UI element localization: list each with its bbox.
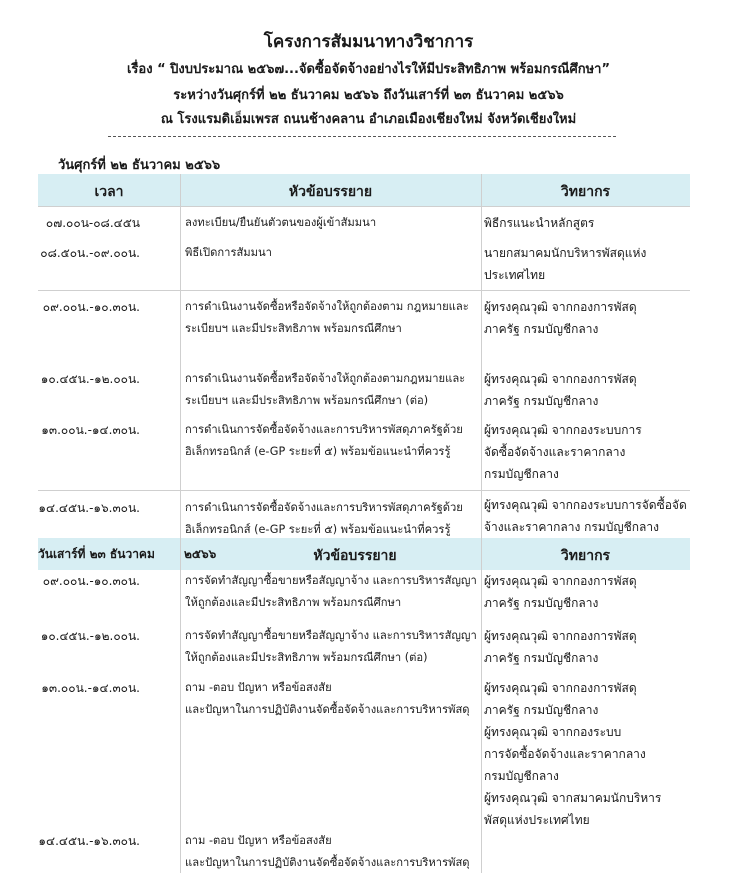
time-cell: ๑๓.๐๐น.-๑๔.๓๐น.: [41, 423, 140, 437]
topic-cell: [185, 368, 477, 412]
speaker-line: ผู้ทรงคุณวุฒิ จากกองการพัสดุ: [484, 300, 637, 314]
topic-cell: [185, 570, 477, 614]
seminar-subject: เรื่อง “ ปิงบประมาณ ๒๕๖๗...จัดซื้อจัดจ้างอย่างไรให้มีประสิทธิภาพ พร้อมกรณีศึกษา”: [126, 62, 611, 77]
topic-line: ถาม -ตอบ ปัญหา หรือข้อสงสัย: [185, 834, 332, 847]
speaker-line: ภาครัฐ กรมบัญชีกลาง: [484, 394, 599, 408]
time-cell: ๐๘.๕๐น.-๐๙.๐๐น.: [40, 246, 140, 260]
day2-year: ๒๕๖๖: [184, 547, 217, 561]
time-cell: ๐๙.๐๐น.-๑๐.๓๐น.: [42, 574, 140, 588]
time-cell: ๑๐.๔๕น.-๑๒.๐๐น.: [40, 629, 140, 643]
speaker-cell: [484, 368, 684, 412]
row-divider: [38, 206, 690, 207]
speaker-cell: [484, 570, 684, 614]
time-cell: ๑๓.๐๐น.-๑๔.๓๐น.: [41, 681, 140, 695]
topic-line: การดำเนินงานจัดซื้อหรือจัดจ้างให้ถูกต้องตาม กฎหมายและ: [185, 300, 469, 313]
day2-label: วันเสาร์ที่ ๒๓ ธันวาคม: [38, 547, 155, 561]
speaker-line: ผู้ทรงคุณวุฒิ จากกองระบบการ: [484, 423, 642, 437]
speaker-line: กรมบัญชีกลาง: [484, 467, 559, 481]
column-divider: [180, 174, 181, 873]
speaker-line: ประเทศไทย: [484, 268, 546, 282]
speaker-line: นายกสมาคมนักบริหารพัสดุแห่ง: [484, 246, 647, 260]
topic-cell: [185, 419, 477, 463]
speaker-line: ภาครัฐ กรมบัญชีกลาง: [484, 651, 599, 665]
topic-line: ให้ถูกต้องและมีประสิทธิภาพ พร้อมกรณีศึกษา (ต่อ): [185, 651, 428, 664]
topic-line: การจัดทำสัญญาซื้อขายหรือสัญญาจ้าง และการบริหารสัญญา: [185, 574, 477, 587]
speaker-cell: [484, 242, 684, 286]
col-header-topic: หัวข้อบรรยาย: [288, 184, 373, 200]
day2-col-header-speaker: วิทยากร: [560, 548, 611, 564]
seminar-dates: ระหว่างวันศุกร์ที่ ๒๒ ธันวาคม ๒๕๖๖ ถึงวันเสาร์ที่ ๒๓ ธันวาคม ๒๕๖๖: [173, 88, 564, 103]
speaker-line: ภาครัฐ กรมบัญชีกลาง: [484, 596, 599, 610]
day1-label: วันศุกร์ที่ ๒๒ ธันวาคม ๒๕๖๖: [58, 158, 221, 173]
speaker-line: ผู้ทรงคุณวุฒิ จากกองการพัสดุ: [484, 372, 637, 386]
speaker-line: พิธีกรแนะนำหลักสูตร: [484, 216, 595, 230]
speaker-line: ผู้ทรงคุณวุฒิ จากกองระบบการจัดซื้อจัด: [484, 498, 687, 512]
day2-col-header-topic: หัวข้อบรรยาย: [313, 548, 397, 564]
time-cell: ๐๙.๐๐น.-๑๐.๓๐น.: [42, 300, 140, 314]
topic-line: การจัดทำสัญญาซื้อขายหรือสัญญาจ้าง และการบริหารสัญญา: [185, 629, 477, 642]
speaker-cell: [484, 419, 684, 485]
program-title: โครงการสัมมนาทางวิชาการ: [263, 32, 474, 52]
topic-cell: [185, 497, 477, 541]
speaker-line: พัสดุแห่งประเทศไทย: [484, 813, 590, 827]
topic-cell: [185, 677, 477, 721]
speaker-line: ผู้ทรงคุณวุฒิ จากกองการพัสดุ: [484, 629, 637, 643]
topic-line: การดำเนินการจัดซื้อจัดจ้างและการบริหารพัสดุภาครัฐด้วย: [185, 501, 463, 514]
speaker-cell: [484, 494, 687, 538]
speaker-line: ผู้ทรงคุณวุฒิ จากสมาคมนักบริหาร: [484, 791, 662, 805]
speaker-line: การจัดซื้อจัดจ้างและราคากลาง: [484, 747, 646, 761]
topic-line: ถาม -ตอบ ปัญหา หรือข้อสงสัย: [185, 681, 332, 694]
speaker-line: ผู้ทรงคุณวุฒิ จากกองระบบ: [484, 725, 622, 739]
col-header-speaker: วิทยากร: [560, 184, 611, 200]
topic-line: ระเบียบฯ และมีประสิทธิภาพ พร้อมกรณีศึกษา (ต่อ): [185, 394, 429, 407]
topic-line: การดำเนินการจัดซื้อจัดจ้างและการบริหารพัสดุภาครัฐด้วย: [185, 423, 463, 436]
time-cell: ๑๐.๔๕น.-๑๒.๐๐น.: [40, 372, 140, 386]
topic-line: พิธีเปิดการสัมมนา: [185, 246, 272, 259]
row-divider: [38, 490, 690, 491]
topic-line: ลงทะเบียน/ยืนยันตัวตนของผู้เข้าสัมมนา: [185, 216, 377, 229]
topic-line: ระเบียบฯ และมีประสิทธิภาพ พร้อมกรณีศึกษา: [185, 322, 402, 335]
speaker-line: จ้างและราคากลาง กรมบัญชีกลาง: [484, 520, 659, 534]
col-header-time: เวลา: [94, 184, 124, 200]
topic-line: และปัญหาในการปฏิบัติงานจัดซื้อจัดจ้างและการบริหารพัสดุ: [185, 856, 470, 869]
speaker-line: ผู้ทรงคุณวุฒิ จากกองการพัสดุ: [484, 574, 637, 588]
seminar-venue: ณ โรงแรมดิเอ็มเพรส ถนนช้างคลาน อำเภอเมืองเชียงใหม่ จังหวัดเชียงใหม่: [160, 112, 577, 127]
speaker-cell: [484, 625, 684, 669]
topic-line: อิเล็กทรอนิกส์ (e-GP ระยะที่ ๕) พร้อมข้อแนะนำที่ควรรู้: [185, 445, 451, 458]
topic-line: และปัญหาในการปฏิบัติงานจัดซื้อจัดจ้างและการบริหารพัสดุ: [185, 703, 470, 716]
topic-cell: [185, 625, 477, 669]
speaker-cell: [484, 212, 684, 234]
topic-line: อิเล็กทรอนิกส์ (e-GP ระยะที่ ๕) พร้อมข้อแนะนำที่ควรรู้: [185, 523, 451, 536]
topic-line: การดำเนินงานจัดซื้อหรือจัดจ้างให้ถูกต้องตามกฎหมายและ: [185, 372, 466, 385]
speaker-line: ผู้ทรงคุณวุฒิ จากกองการพัสดุ: [484, 681, 637, 695]
speaker-line: จัดซื้อจัดจ้างและราคากลาง: [484, 445, 626, 459]
time-cell: ๑๔.๔๕น.-๑๖.๓๐น.: [38, 834, 140, 848]
time-cell: ๑๔.๔๕น.-๑๖.๓๐น.: [38, 501, 140, 515]
dashed-divider: [108, 136, 616, 137]
column-divider: [481, 174, 482, 873]
topic-line: ให้ถูกต้องและมีประสิทธิภาพ พร้อมกรณีศึกษา: [185, 596, 402, 609]
topic-cell: [185, 212, 477, 234]
speaker-line: ภาครัฐ กรมบัญชีกลาง: [484, 703, 599, 717]
topic-cell: [185, 296, 477, 340]
speaker-line: ภาครัฐ กรมบัญชีกลาง: [484, 322, 599, 336]
speaker-line: กรมบัญชีกลาง: [484, 769, 559, 783]
topic-cell: [185, 242, 477, 264]
topic-cell: [185, 830, 477, 874]
speaker-cell: [484, 296, 684, 340]
time-cell: ๐๗.๐๐น-๐๘.๔๕น: [45, 216, 140, 230]
row-divider: [38, 290, 690, 291]
speaker-cell: [484, 677, 684, 831]
